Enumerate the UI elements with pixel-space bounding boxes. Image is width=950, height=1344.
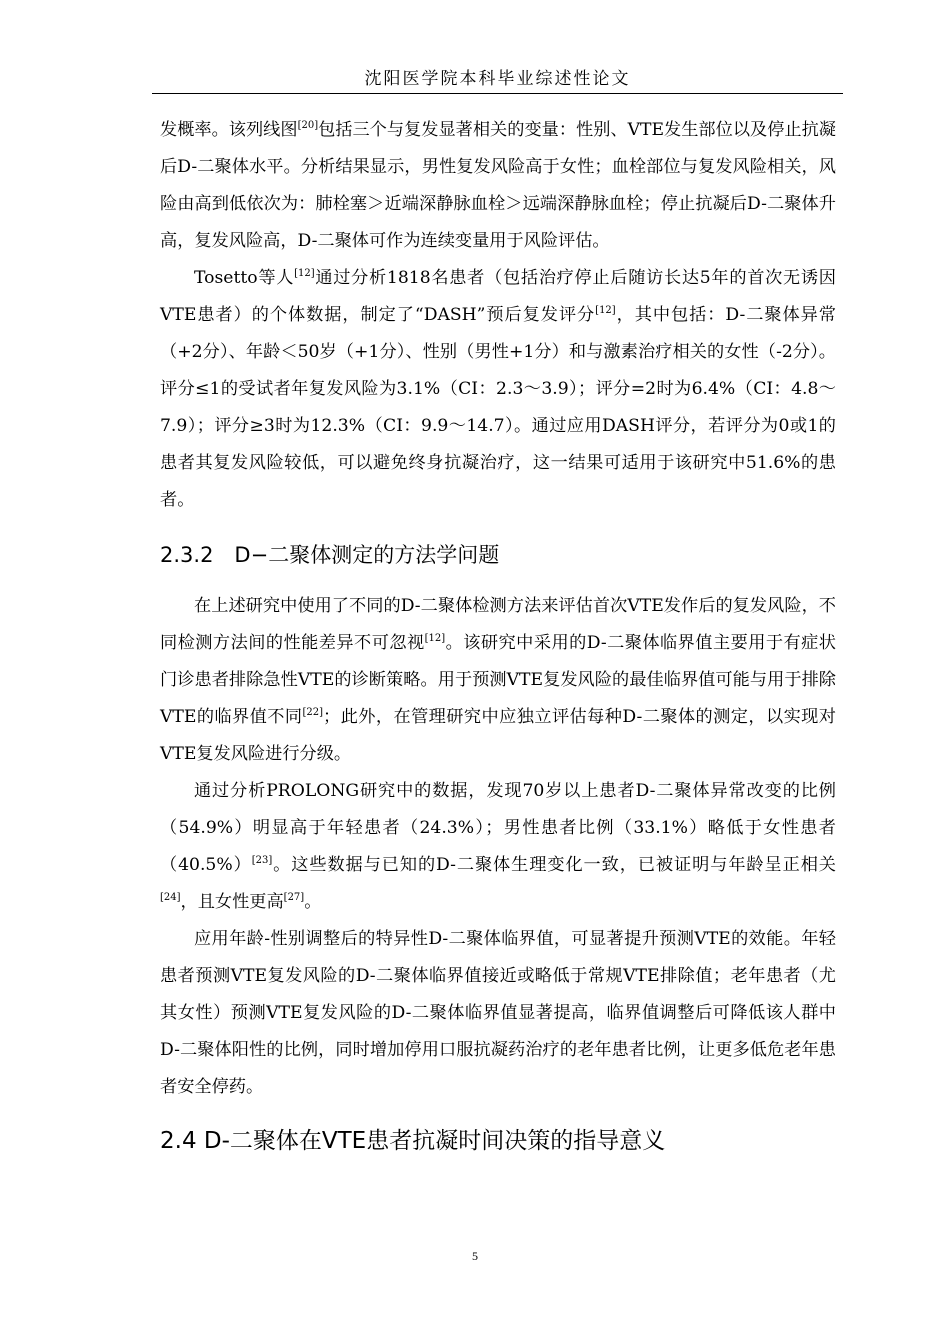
citation-ref: [23] bbox=[251, 855, 273, 866]
paragraph-dash-score bbox=[160, 260, 836, 519]
paragraph-text: ；此外，在管理研究中应独立评估每种D-二聚体的测定，以实现对VTE复发风险进行分级。 bbox=[160, 707, 836, 764]
paragraph-text: 应用年龄-性别调整后的特异性D-二聚体临界值，可显著提升预测VTE的效能。年轻患者预测VTE复发风险的D-二聚体临界值接近或略低于常规VTE排除值；老年患者（尤其女性）预测VTE复发风险的D-二聚体临界值显著提高，临界值调整后可降低该人群中D-二聚体阳性的比例，同时增加停用口服抗凝药治疗的老年患者比例，让更多低危老年患者安全停药。 bbox=[160, 929, 836, 1097]
citation-ref: [12] bbox=[595, 305, 616, 316]
citation-ref: [24] bbox=[160, 892, 181, 903]
page-number: 5 bbox=[472, 1249, 478, 1263]
paragraph-text: 。这些数据与已知的D-二聚体生理变化一致，已被证明与年龄呈正相关 bbox=[272, 855, 836, 875]
paragraph-methodology bbox=[160, 588, 836, 773]
paragraph-text: Tosetto等人 bbox=[194, 268, 295, 288]
paragraph-text: 在上述研究中使用了不同的D-二聚体检测方法来评估首次VTE发作后的复发风险，不同检测方法间的性能差异不可忽视 bbox=[160, 596, 836, 653]
paragraph-prolong bbox=[160, 773, 836, 921]
citation-ref: [22] bbox=[302, 707, 324, 718]
paragraph-nomogram bbox=[160, 112, 836, 260]
citation-ref: [27] bbox=[283, 892, 305, 903]
paragraph-text: 通过分析PROLONG研究中的数据，发现70岁以上患者D-二聚体异常改变的比例（54.9%）明显高于年轻患者（24.3%）；男性患者比例（33.1%）略低于女性患者（40.5%） bbox=[160, 781, 836, 875]
paragraph-text: ，其中包括：D-二聚体异常（+2分）、年龄＜50岁（+1分）、性别（男性+1分）和与激素治疗相关的女性（-2分）。评分≤1的受试者年复发风险为3.1%（CI：2.3～3.9）；评分=2时为6.4%（CI：4.8～7.9）；评分≥3时为12.3%（CI：9.9～14.7）。通过应用DASH评分，若评分为0或1的患者其复发风险较低，可以避免终身抗凝治疗，这一结果可适用于该研究中51.6%的患者。 bbox=[160, 305, 836, 510]
citation-ref: [20] bbox=[297, 120, 319, 131]
paragraph-text: 包括三个与复发显著相关的变量：性别、VTE发生部位以及停止抗凝后D-二聚体水平。分析结果显示，男性复发风险高于女性；血栓部位与复发风险相关，风险由高到低依次为：肺栓塞＞近端深静脉血栓＞远端深静脉血栓；停止抗凝后D-二聚体升高，复发风险高，D-二聚体可作为连续变量用于风险评估。 bbox=[160, 120, 836, 251]
page-header: 沈阳医学院本科毕业综述性论文 bbox=[364, 69, 631, 89]
paragraph-text: 。 bbox=[304, 892, 322, 912]
page-body bbox=[160, 112, 836, 1159]
paragraph-text: ，且女性更高 bbox=[180, 892, 284, 912]
paragraph-text: 通过分析1818名患者（包括治疗停止后随访长达5年的首次无诱因VTE患者）的个体数据，制定了“DASH”预后复发评分 bbox=[160, 268, 836, 325]
paragraph-age-sex-cutoff bbox=[160, 921, 836, 1106]
paragraph-text: 发概率。该列线图 bbox=[160, 120, 298, 140]
header-rule bbox=[152, 93, 843, 94]
section-heading-2-4: 2.4 D-二聚体在VTE患者抗凝时间决策的指导意义 bbox=[160, 1128, 666, 1154]
paragraph-text: 。该研究中采用的D-二聚体临界值主要用于有症状门诊患者排除急性VTE的诊断策略。用于预测VTE复发风险的最佳临界值可能与用于排除VTE的临界值不同 bbox=[160, 633, 836, 727]
citation-ref: [12] bbox=[424, 633, 446, 644]
citation-ref: [12] bbox=[294, 268, 315, 279]
section-heading-2-3-2: 2.3.2 D−二聚体测定的方法学问题 bbox=[160, 543, 500, 567]
